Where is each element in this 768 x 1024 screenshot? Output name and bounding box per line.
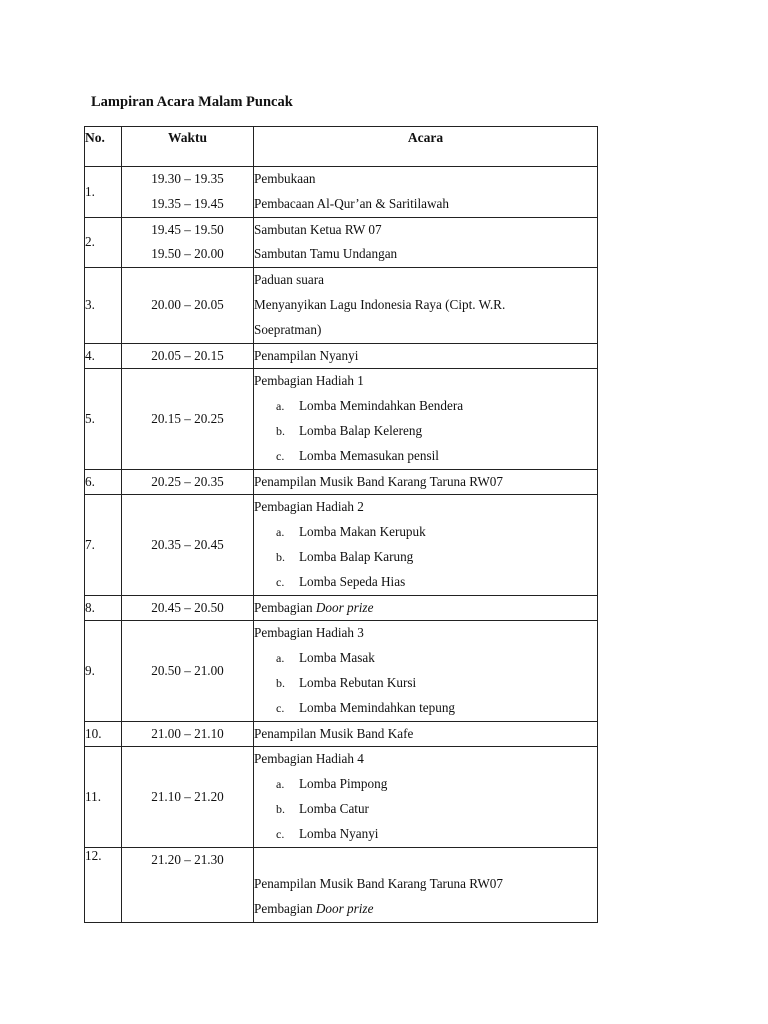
event-text: Sambutan Ketua RW 07 xyxy=(254,221,382,237)
list-item xyxy=(254,394,597,419)
time-text: 21.00 – 21.10 xyxy=(151,725,224,741)
list-marker: c. xyxy=(276,448,285,463)
table-row xyxy=(85,217,598,268)
list-item-text: Lomba Makan Kerupuk xyxy=(299,524,426,540)
schedule-table xyxy=(84,126,598,923)
row-number: 6. xyxy=(85,469,122,495)
time-cell xyxy=(122,167,254,218)
time-cell xyxy=(122,621,254,721)
event-text xyxy=(254,897,597,922)
time-text: 20.00 – 20.05 xyxy=(151,296,224,312)
time-cell xyxy=(122,721,254,747)
list-item-text: Lomba Memasukan pensil xyxy=(299,447,439,463)
list-marker: c. xyxy=(276,574,285,589)
row-number: 1. xyxy=(85,167,122,218)
table-header-row xyxy=(85,127,598,167)
list-item-text: Lomba Catur xyxy=(299,800,369,816)
time-text: 20.50 – 21.00 xyxy=(151,662,224,678)
list-item xyxy=(254,419,597,444)
table-row xyxy=(85,621,598,721)
event-text: Pembacaan Al-Qur’an & Saritilawah xyxy=(254,195,449,211)
list-item xyxy=(254,570,597,595)
table-row xyxy=(85,495,598,595)
list-item xyxy=(254,545,597,570)
row-number: 7. xyxy=(85,495,122,595)
event-text: Penampilan Musik Band Karang Taruna RW07 xyxy=(254,473,503,489)
row-number: 5. xyxy=(85,369,122,469)
row-number: 12. xyxy=(85,847,122,922)
event-text: Paduan suara xyxy=(254,272,324,288)
list-marker: a. xyxy=(276,525,285,540)
list-item-text: Lomba Rebutan Kursi xyxy=(299,674,417,690)
list-marker: c. xyxy=(276,826,285,841)
list-item xyxy=(254,696,597,721)
time-cell xyxy=(122,343,254,369)
time-text: 20.05 – 20.15 xyxy=(151,347,224,363)
list-item xyxy=(254,520,597,545)
time-cell xyxy=(122,595,254,621)
event-text: Soepratman) xyxy=(254,321,322,337)
time-text: 19.45 – 19.50 xyxy=(151,221,224,237)
event-cell xyxy=(254,343,598,369)
list-item xyxy=(254,822,597,847)
event-prefix: Pembagian xyxy=(254,901,313,917)
list-item-text: Lomba Memindahkan tepung xyxy=(299,699,456,715)
time-text: 19.35 – 19.45 xyxy=(151,195,224,211)
row-number: 11. xyxy=(85,747,122,847)
time-cell xyxy=(122,268,254,343)
table-row xyxy=(85,721,598,747)
list-item-text: Lomba Pimpong xyxy=(299,776,388,792)
row-number: 9. xyxy=(85,621,122,721)
header-event: Acara xyxy=(254,127,598,167)
list-marker: b. xyxy=(276,801,285,816)
event-heading: Pembagian Hadiah 3 xyxy=(254,625,364,641)
time-text: 20.25 – 20.35 xyxy=(151,473,224,489)
event-cell xyxy=(254,621,598,721)
list-item-text: Lomba Balap Karung xyxy=(299,548,414,564)
event-cell xyxy=(254,469,598,495)
row-number: 4. xyxy=(85,343,122,369)
page-title: Lampiran Acara Malam Puncak xyxy=(91,94,293,110)
header-no: No. xyxy=(85,127,122,167)
list-item xyxy=(254,772,597,797)
event-text xyxy=(254,596,597,621)
table-row xyxy=(85,343,598,369)
event-heading: Pembagian Hadiah 1 xyxy=(254,373,364,389)
event-text: Menyanyikan Lagu Indonesia Raya (Cipt. W.R. xyxy=(254,296,506,312)
table-row xyxy=(85,747,598,847)
table-row xyxy=(85,469,598,495)
table-row xyxy=(85,167,598,218)
table-row xyxy=(85,268,598,343)
event-text: Penampilan Musik Band Karang Taruna RW07 xyxy=(254,876,503,892)
time-text: 21.10 – 21.20 xyxy=(151,788,224,804)
time-text: 20.15 – 20.25 xyxy=(151,410,224,426)
event-text: Pembukaan xyxy=(254,171,316,186)
event-heading: Pembagian Hadiah 2 xyxy=(254,499,364,515)
time-cell xyxy=(122,217,254,268)
row-number: 8. xyxy=(85,595,122,621)
list-item-text: Lomba Sepeda Hias xyxy=(299,573,406,589)
row-number: 2. xyxy=(85,217,122,268)
event-italic: Door prize xyxy=(315,599,374,615)
event-text: Sambutan Tamu Undangan xyxy=(254,246,398,262)
list-item-text: Lomba Nyanyi xyxy=(299,825,379,841)
list-item xyxy=(254,797,597,822)
event-cell xyxy=(254,595,598,621)
time-cell xyxy=(122,469,254,495)
event-cell xyxy=(254,495,598,595)
time-cell xyxy=(122,495,254,595)
event-heading: Pembagian Hadiah 4 xyxy=(254,751,364,767)
time-cell xyxy=(122,369,254,469)
list-item-text: Lomba Masak xyxy=(299,650,375,666)
event-text: Penampilan Musik Band Kafe xyxy=(254,725,414,741)
list-item-text: Lomba Balap Kelereng xyxy=(299,422,423,438)
time-cell xyxy=(122,747,254,847)
list-item xyxy=(254,671,597,696)
time-cell xyxy=(122,847,254,922)
time-text: 19.50 – 20.00 xyxy=(151,246,224,262)
time-text: 21.20 – 21.30 xyxy=(151,851,224,867)
list-item xyxy=(254,646,597,671)
blank-line xyxy=(254,848,597,873)
event-cell xyxy=(254,747,598,847)
event-cell xyxy=(254,721,598,747)
event-prefix: Pembagian xyxy=(254,599,313,615)
table-row xyxy=(85,369,598,469)
table-row xyxy=(85,595,598,621)
event-cell xyxy=(254,268,598,343)
event-cell xyxy=(254,167,598,218)
list-marker: a. xyxy=(276,777,285,792)
event-cell xyxy=(254,217,598,268)
list-marker: a. xyxy=(276,399,285,414)
table-row xyxy=(85,847,598,922)
list-marker: b. xyxy=(276,549,285,564)
header-time: Waktu xyxy=(122,127,254,167)
list-item xyxy=(254,444,597,469)
row-number: 10. xyxy=(85,721,122,747)
event-text: Penampilan Nyanyi xyxy=(254,347,359,363)
list-marker: b. xyxy=(276,675,285,690)
list-marker: a. xyxy=(276,651,285,666)
list-marker: c. xyxy=(276,700,285,715)
row-number: 3. xyxy=(85,268,122,343)
event-cell xyxy=(254,847,598,922)
event-cell xyxy=(254,369,598,469)
time-text: 19.30 – 19.35 xyxy=(151,171,224,186)
list-marker: b. xyxy=(276,423,285,438)
time-text: 20.45 – 20.50 xyxy=(151,599,224,615)
event-italic: Door prize xyxy=(315,901,374,917)
list-item-text: Lomba Memindahkan Bendera xyxy=(299,398,464,414)
time-text: 20.35 – 20.45 xyxy=(151,536,224,552)
